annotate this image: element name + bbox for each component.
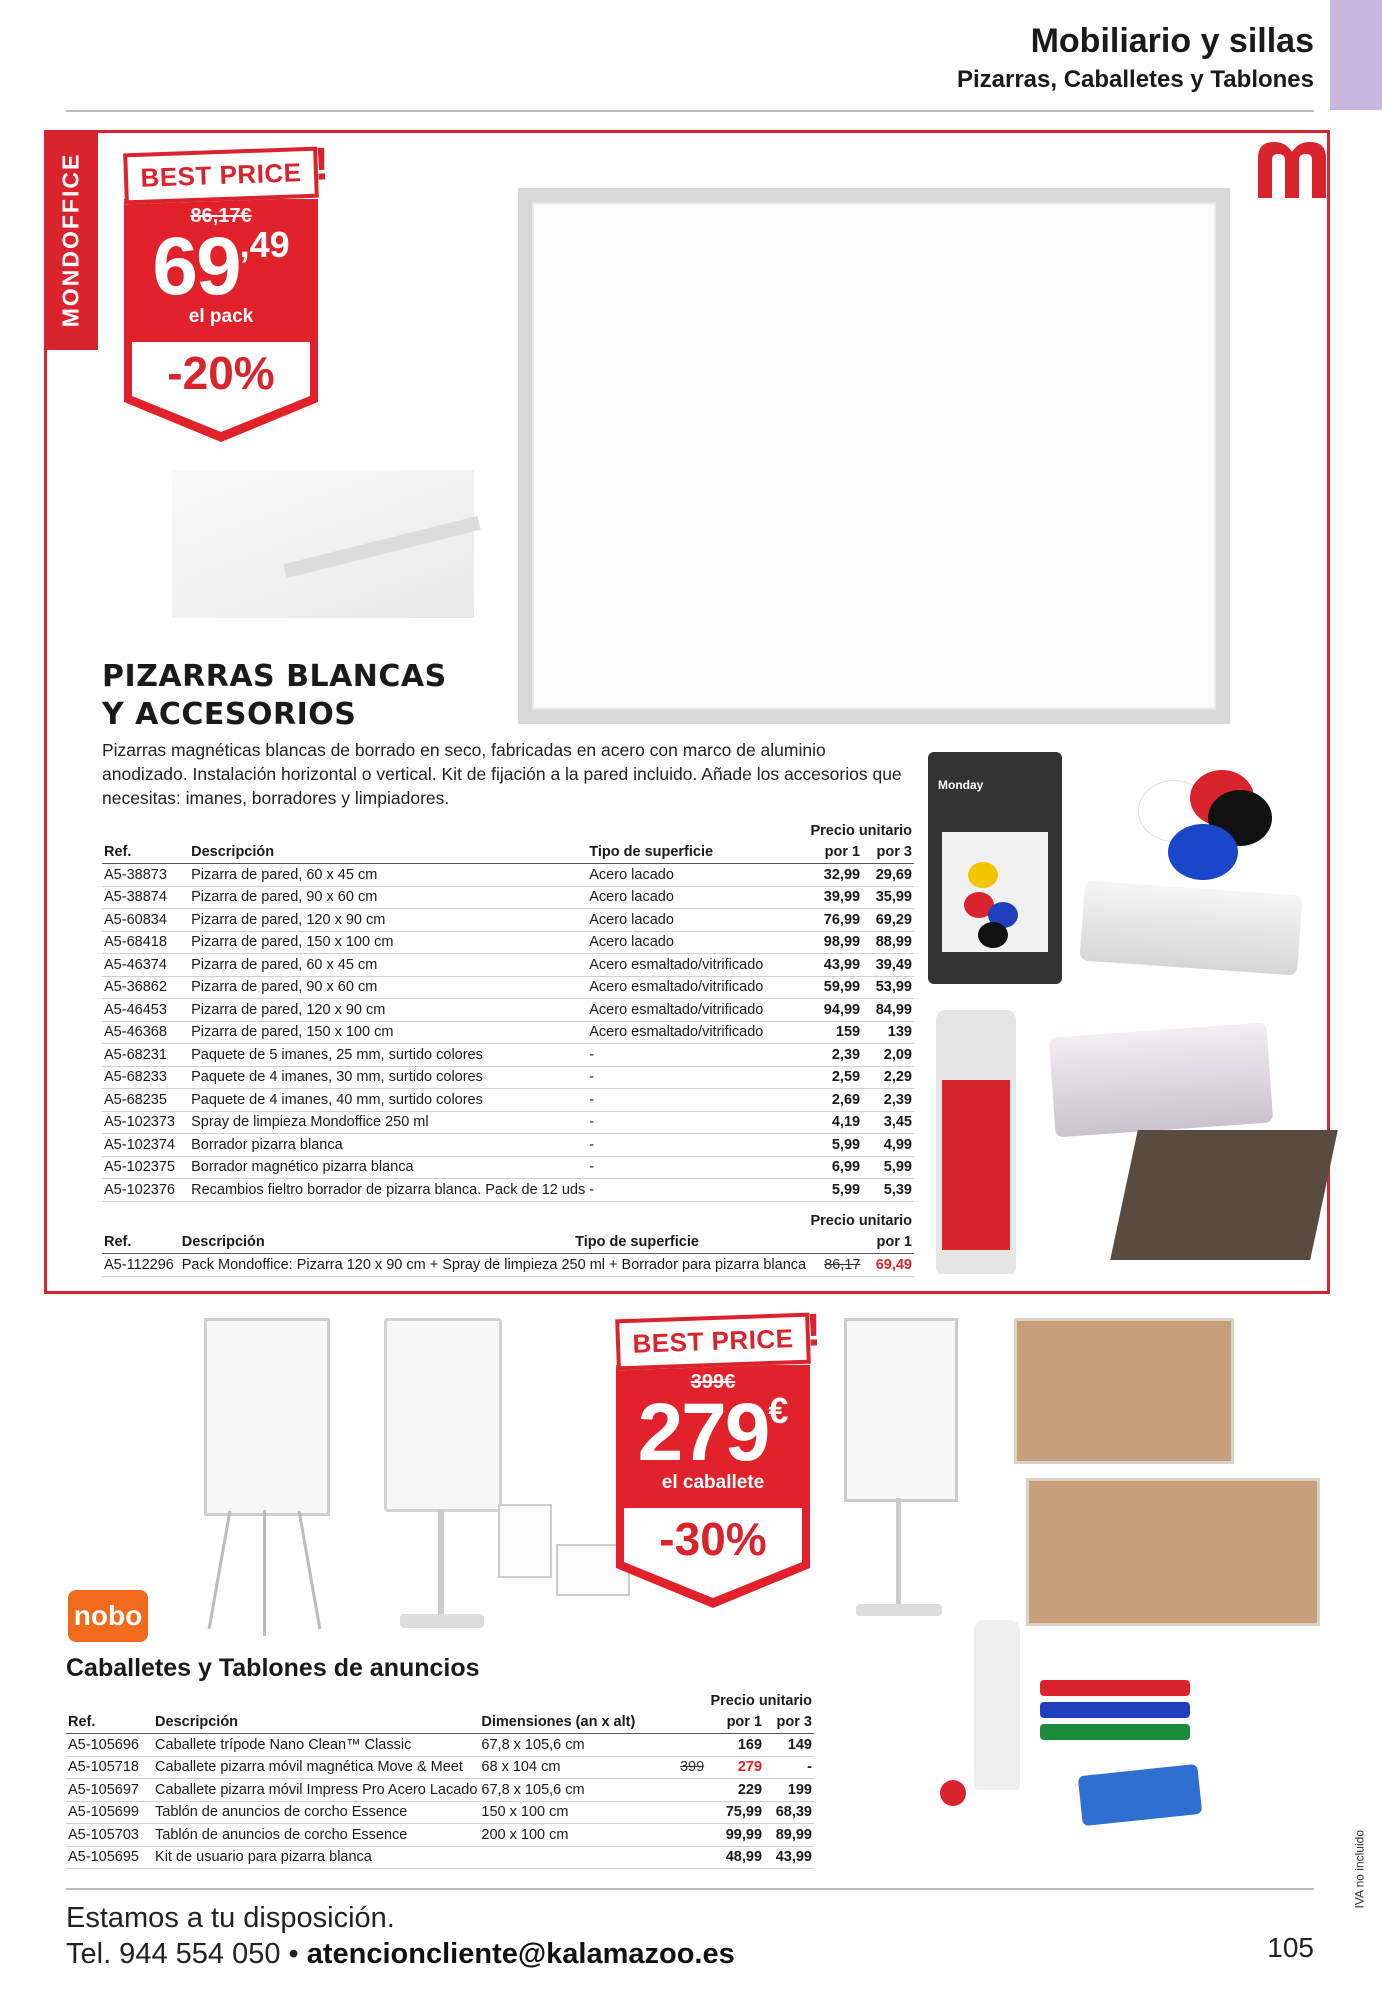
table-row: A5-105697 Caballete pizarra móvil Impress Pro Acero Lacado 67,8 x 105,6 cm 229 199 bbox=[66, 1779, 814, 1802]
footer-phone: Tel. 944 554 050 • bbox=[66, 1938, 307, 1970]
table-row: A5-68235 Paquete de 4 imanes, 40 mm, surtido colores - 2,69 2,39 bbox=[102, 1089, 914, 1112]
mondoffice-logo-icon bbox=[1252, 136, 1332, 202]
header-divider bbox=[66, 110, 1314, 112]
vat-note: IVA no incluido bbox=[1352, 1830, 1366, 1909]
table-row: A5-38874 Pizarra de pared, 90 x 60 cm Acero lacado 39,99 35,99 bbox=[102, 886, 914, 909]
table-row: A5-105703 Tablón de anuncios de corcho Essence 200 x 100 cm 99,99 89,99 bbox=[66, 1824, 814, 1847]
footer-line1: Estamos a tu disposición. bbox=[66, 1902, 395, 1934]
footer-divider bbox=[66, 1888, 1314, 1890]
page-subtitle: Pizarras, Caballetes y Tablones bbox=[956, 66, 1314, 93]
brand-tab bbox=[44, 130, 98, 350]
best-price-badge bbox=[124, 137, 331, 402]
table-row: A5-38873 Pizarra de pared, 60 x 45 cm Acero lacado 32,99 29,69 bbox=[102, 864, 914, 887]
easel-old-price: 399€ bbox=[690, 1371, 736, 1393]
table-row: A5-105718 Caballete pizarra móvil magnética Move & Meet 68 x 104 cm 399 279 - bbox=[66, 1756, 814, 1779]
whiteboard-kit-image bbox=[920, 1620, 1220, 1850]
magnet-blue-image bbox=[1168, 824, 1238, 880]
eraser-refill-image bbox=[1049, 1023, 1273, 1138]
table-row: A5-46453 Pizarra de pared, 120 x 90 cm Acero esmaltado/vitrificado 94,99 84,99 bbox=[102, 999, 914, 1022]
easel-offer-price: 279€ bbox=[637, 1387, 789, 1478]
discount-percent: -20% bbox=[167, 346, 275, 399]
magnet-pack-image: Monday bbox=[928, 752, 1062, 984]
easels-price-table: Precio unitario Ref. Descripción Dimensiones (an x alt) por 1 por 3 A5-105696 Caballete trípode Nano Clean™ Classic 67,8 x 105,6 cm 169 149 A5-105718 Caballete pizarra móvil magnética Move & Meet 68 x 104 cm 399 279 - A5-105697 Caballete pizarra móvil Impress Pro Acero Lacado 67,8 x 105,6 cm 229 199 A5-105699 Tablón de anuncios de corcho Essence 150 x 100 cm 75,99 68,39 A5-105703 Tablón de anuncios de corcho Essence 200 x 100 cm 99,99 89,99 A5-105695 Kit de usuario para pizarra blanca 48,99 43,99 bbox=[66, 1690, 814, 1869]
footer-contact bbox=[66, 1938, 735, 1971]
pack-price-header: Precio unitario bbox=[810, 1212, 912, 1229]
easel-discount-percent: -30% bbox=[659, 1512, 767, 1565]
table-row: A5-105695 Kit de usuario para pizarra blanca 48,99 43,99 bbox=[66, 1846, 814, 1869]
section-title: PIZARRAS BLANCAS Y ACCESORIOS bbox=[102, 659, 447, 732]
table-row: A5-102373 Spray de limpieza Mondoffice 250 ml - 4,19 3,45 bbox=[102, 1111, 914, 1134]
price-unit: el pack bbox=[188, 305, 254, 327]
page-number: 105 bbox=[1267, 1932, 1314, 1963]
footer-email[interactable]: atencioncliente@kalamazoo.es bbox=[306, 1938, 735, 1970]
cork-board-small-image bbox=[1014, 1318, 1234, 1464]
table-row: A5-102376 Recambios fieltro borrador de pizarra blanca. Pack de 12 uds - 5,99 5,39 bbox=[102, 1179, 914, 1202]
table-row: A5-105696 Caballete trípode Nano Clean™ Classic 67,8 x 105,6 cm 169 149 bbox=[66, 1734, 814, 1757]
best-price-label-easel: BEST PRICE ! bbox=[615, 1313, 811, 1371]
cork-board-large-image bbox=[1026, 1478, 1320, 1626]
brand-tab-label: MONDOFFICE bbox=[57, 152, 84, 328]
table-row: A5-102375 Borrador magnético pizarra blanca - 6,99 5,99 bbox=[102, 1156, 914, 1179]
table-row: A5-105699 Tablón de anuncios de corcho Essence 150 x 100 cm 75,99 68,39 bbox=[66, 1801, 814, 1824]
table-row: A5-68231 Paquete de 5 imanes, 25 mm, surtido colores - 2,39 2,09 bbox=[102, 1044, 914, 1067]
best-price-badge-easel bbox=[616, 1303, 823, 1568]
pack-price: 69,49 bbox=[862, 1254, 914, 1277]
col-per-1: por 1 bbox=[807, 842, 862, 864]
section2-title: Caballetes y Tablones de anuncios bbox=[66, 1654, 480, 1682]
col-surface: Tipo de superficie bbox=[587, 842, 807, 864]
col-ref: Ref. bbox=[102, 842, 189, 864]
board-detail-image bbox=[172, 470, 474, 618]
nobo-logo: nobo bbox=[68, 1590, 148, 1642]
tripod-easel-image bbox=[184, 1318, 344, 1636]
impress-easel-image bbox=[842, 1318, 958, 1638]
pack-price-table: Precio unitario Ref. Descripción Tipo de superficie por 1 A5-112296 Pack Mondoffice: Pizarra 120 x 90 cm + Spray de limpieza 250 ml + Borrador para pizarra blanca 86,17 69,49 bbox=[102, 1210, 914, 1277]
table-row: A5-102374 Borrador pizarra blanca - 5,99 4,99 bbox=[102, 1134, 914, 1157]
table-row: A5-68418 Pizarra de pared, 150 x 100 cm Acero lacado 98,99 88,99 bbox=[102, 931, 914, 954]
mobile-easel-image bbox=[380, 1318, 636, 1638]
table-row: A5-46368 Pizarra de pared, 150 x 100 cm Acero esmaltado/vitrificado 159 139 bbox=[102, 1021, 914, 1044]
table-row: A5-46374 Pizarra de pared, 60 x 45 cm Acero esmaltado/vitrificado 43,99 39,49 bbox=[102, 954, 914, 977]
section-description: Pizarras magnéticas blancas de borrado en seco, fabricadas en acero con marco de aluminio anodizado. Instalación horizontal o vertical. Kit de fijación a la pared incluido. Añade los accesorios que necesitas: imanes, borradores y limpiadores. bbox=[102, 740, 902, 808]
col-description: Descripción bbox=[189, 842, 587, 864]
whiteboards-price-table bbox=[102, 820, 914, 1202]
section-color-tab bbox=[1330, 0, 1382, 110]
easels-price-header: Precio unitario bbox=[710, 1692, 812, 1709]
pack-row: A5-112296 Pack Mondoffice: Pizarra 120 x 90 cm + Spray de limpieza 250 ml + Borrador para pizarra blanca 86,17 69,49 bbox=[102, 1254, 914, 1277]
pack-old-price: 86,17 bbox=[808, 1254, 862, 1277]
eraser-image bbox=[1079, 880, 1302, 975]
col-per-3: por 3 bbox=[862, 842, 914, 864]
price-header: Precio unitario bbox=[810, 822, 912, 839]
offer-price: $69^{,49}$ bbox=[152, 221, 290, 312]
best-price-label: BEST PRICE ! bbox=[123, 147, 319, 205]
whiteboard-image bbox=[518, 188, 1230, 724]
old-price: 86,17€ bbox=[190, 205, 252, 227]
table-row: A5-36862 Pizarra de pared, 90 x 60 cm Acero esmaltado/vitrificado 59,99 53,99 bbox=[102, 976, 914, 999]
easel-price-unit: el caballete bbox=[661, 1471, 765, 1493]
cleaning-spray-image bbox=[936, 1010, 1016, 1274]
page-title: Mobiliario y sillas bbox=[1030, 22, 1314, 60]
table-row: A5-68233 Paquete de 4 imanes, 30 mm, surtido colores - 2,59 2,29 bbox=[102, 1066, 914, 1089]
felt-refills-image bbox=[1110, 1130, 1338, 1260]
table-row: A5-60834 Pizarra de pared, 120 x 90 cm Acero lacado 76,99 69,29 bbox=[102, 909, 914, 932]
